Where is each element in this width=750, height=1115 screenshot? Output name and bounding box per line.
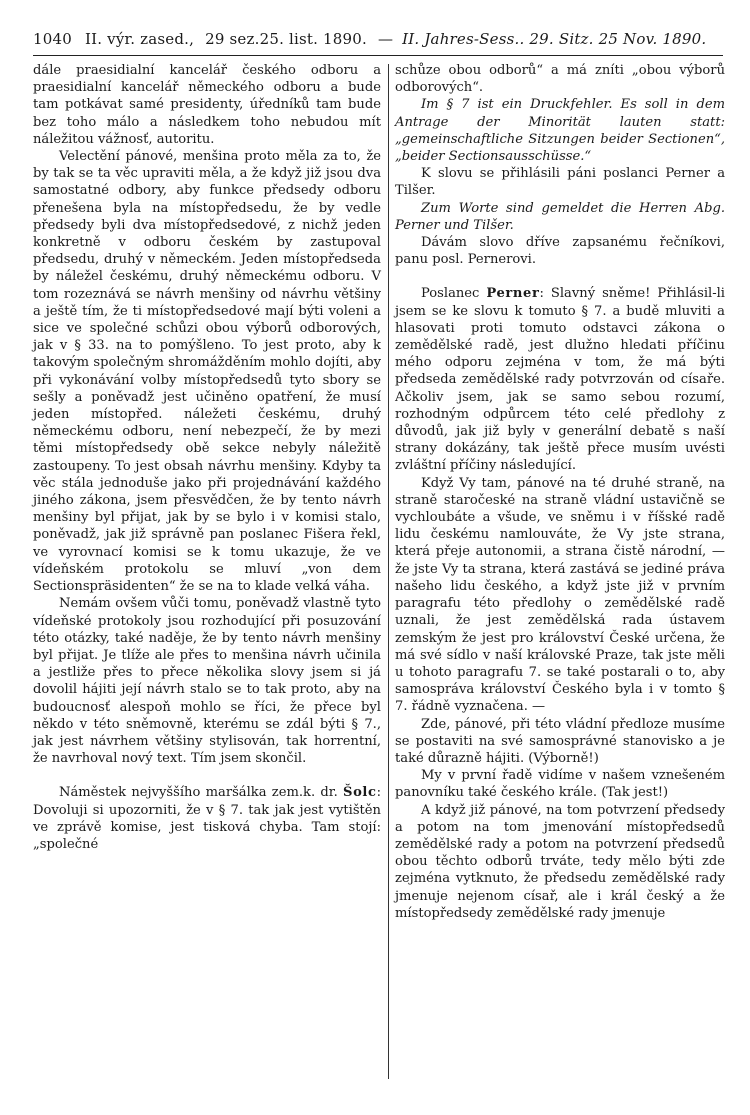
- speech-text: : Slavný sněme! Přihlásil-li jsem se ke slovu k tomuto § 7. a budě mluviti a hlasovati proti tomuto odstavci zákona o zemědělské radě, jest dlužno hledati příčinu mého odporu zejména v tom, že má býti předseda zemědělské rady potvrzován od císaře. Ačkoliv jsem, jak se samo sebou rozumí, rozhodným odpůrcem této celé předlohy z důvodů, jak již byly v generální debatě s naší strany dokázány, tak ještě přece musím uvésti zvláštní příčiny následující.: [395, 286, 725, 474]
- left-paragraph: dále praesidialní kancelář českého odboru a praesidialní kancelář německého odboru a bude tam potkávat samé presidenty, úředníků tam bude bez toho málo a následkem toho nebudou mít náležitou vážnosť, autoritu.: [33, 63, 381, 147]
- right-paragraph: My v první řadě vidíme v našem vznešeném panovníku také českého krále. (Tak jest!): [395, 768, 725, 801]
- right-paragraph-de: Zum Worte sind gemeldet die Herren Abg. Perner und Tilšer.: [395, 200, 725, 233]
- session-de: II. Jahres-Sess.. 29. Sitz. 25 Nov. 1890.: [402, 30, 707, 48]
- speaker-name: Perner: [486, 286, 540, 302]
- right-column: [395, 62, 725, 922]
- speaker-paragraph-perner: [395, 285, 725, 474]
- speaker-name: Šolc: [343, 785, 377, 801]
- header-rule: [33, 55, 723, 56]
- speaker-intro: Náměstek nejvyššího maršálka zem.k. dr.: [59, 785, 338, 801]
- session-cs: II. výr. zased.,: [84, 30, 195, 48]
- column-divider: [388, 64, 389, 1079]
- right-paragraph: K slovu se přihlásili páni poslanci Perner a Tilšer.: [395, 166, 725, 199]
- left-column: [33, 62, 381, 853]
- header-separator: —: [377, 30, 394, 48]
- right-paragraph: schůze obou odborů“ a má zníti „obou výborů odborových“.: [395, 63, 725, 96]
- right-paragraph: Zde, pánové, při této vládní předloze musíme se postaviti na své samosprávné stanovisko a je také důrazně hájiti. (Výborně!): [395, 716, 725, 766]
- right-paragraph: Dávám slovo dříve zapsanému řečníkovi, panu posl. Pernerovi.: [395, 235, 725, 268]
- left-paragraph: Nemám ovšem vůči tomu, poněvadž vlastně tyto vídeňské protokoly jsou rozhodující při posuzování této otázky, také naděje, že by tento návrh menšiny byl přijat. Je tlíže ale přes to menšina návrh učinila a jestliže přes to přece několika slovy jsem si já dovolil hájiti její návrh stalo se to tak proto, aby na budoucnosť alespoň mohlo se říci, že přece byl někdo v této sněmovně, kterému se zdál býti § 7., jak jest návrhem většiny stylisován, tak horrentní, že navrhoval nový text. Tím jsem skončil.: [33, 596, 381, 767]
- page-number: 1040: [33, 30, 72, 48]
- speaker-paragraph-solc: [33, 784, 381, 853]
- speech-text: : Dovoluji si upozorniti, že v § 7. tak jak jest vytištěn ve zprávě komise, jest tisková chyba. Tam stojí: „společné: [33, 785, 381, 852]
- date-cs: 29 sez.25. list. 1890.: [205, 30, 368, 48]
- page-header: [33, 30, 723, 56]
- right-paragraph-de: Im § 7 ist ein Druckfehler. Es soll in dem Antrage der Minorität lauten statt: „gemeinschaftliche Sitzungen beider Sectionen“, „beider Sectionsausschüsse.“: [395, 97, 725, 165]
- left-paragraph: Velectění pánové, menšina proto měla za to, že by tak se ta věc upraviti měla, a že když již jsou dva samostatné odbory, aby funkce předsedy odboru přenešena byla na místopředsedu, že by vedle předsedy byli dva místopředsedové, z nichž jeden konkretně v odboru českém by zastupoval předsedu, druhý v německém. Jeden místopředseda by náležel českému, druhý německému odboru. V tom rozeznává se návrh menšiny od návrhu většiny a ještě tím, že ti místopředsedové mají býti voleni a sice ve společné schůzi obou výborů odborových, jak v § 33. na to pomýšleno. To jest proto, aby k takovým společným shromážděním mohlo dojíti, aby při vykonávání volby místopředsedů tyto sbory se sešly a poněvadž jest učiněno opatření, že musí jeden místopřed. náležeti českému, druhý německému odboru, není nebezpečí, že by mezi těmi místopředsedy obě sekce nebyly náležitě zastoupeny. To jest obsah návrhu menšiny. Kdyby ta věc stála jednoduše jako při projednávání každého jiného zákona, jsem přesvědčen, že by tento návrh menšiny byl přijat, jak by se bylo i v komisi stalo, poněvadž, jak již správně pan poslanec Fišera řekl, ve vyrovnací komisi se k tomu ukazuje, že ve vídeňském protokolu se mluví „von dem Sectionspräsidenten“ že se na to klade velká váha.: [33, 149, 381, 595]
- speaker-intro: Poslanec: [421, 286, 480, 302]
- right-paragraph: A když již pánové, na tom potvrzení předsedy a potom na tom jmenování místopředsedů zemědělské rady a potom na potvrzení předsedů obou těchto odborů trváte, tedy mělo býti zde zejména vytknuto, že předsedu zemědělské rady jmenuje nejenom císař, ale i král český a že místopředsedy zemědělské rady jmenuje: [395, 802, 725, 921]
- right-paragraph: Když Vy tam, pánové na té druhé straně, na straně staročeské na straně vládní ustavičně se vychloubáte a všude, ve sněmu i v říšské radě lidu českému namlouváte, že Vy jste strana, která přeje autonomii, a strana čistě národní, — že jste Vy ta strana, která zastává se jediné práva našeho lidu českého, a když jste již v prvním paragrafu této předlohy o zemědělské radě uznali, že jest zemědělská rada ústavem zemským že jest pro království České určena, že má své sídlo v naší královské Praze, tak jste měli u tohoto paragrafu 7. se také postarali o to, aby samospráva království Českého byla i v tomto § 7. řádně vyznačena. —: [395, 475, 725, 715]
